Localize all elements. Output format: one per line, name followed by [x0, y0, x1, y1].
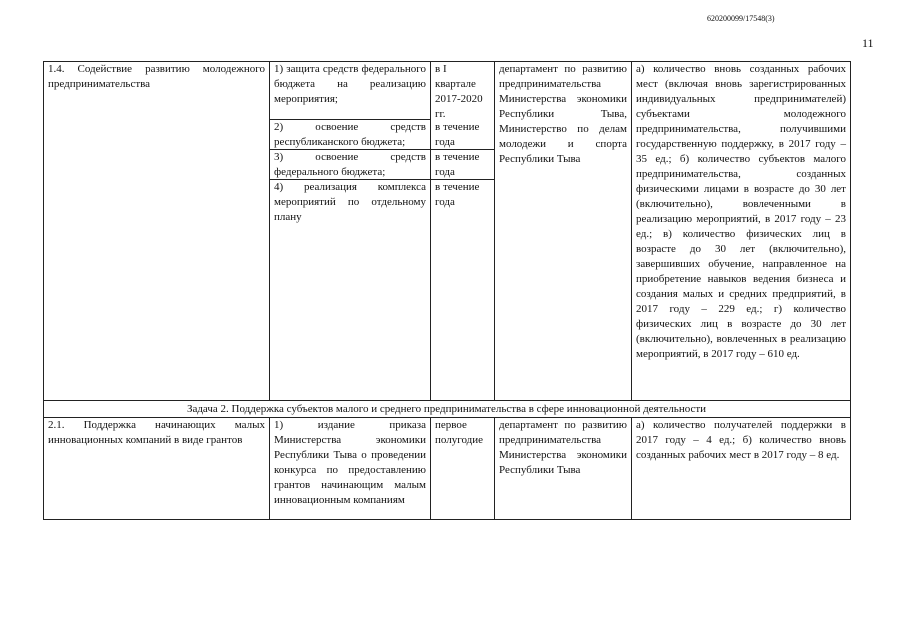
responsible-1-4: департамент по развитию предпринимательства Министерства экономики Республики Тыва, Министерство по делам молодежи и спорта Республики Тыва — [499, 63, 627, 165]
indicators-2-1: а) количество получателей поддержки в 2017 году – 4 ед.; б) количество вновь созданных рабочих мест в 2017 году – 8 ед. — [636, 419, 846, 461]
term-1-4-2: в течение года — [435, 121, 480, 148]
page-number: 11 — [862, 36, 874, 50]
measure-name-1-4: 1.4. Содействие развитию молодежного предпринимательства — [48, 63, 265, 90]
document-id: 620200099/17548(3) — [707, 14, 775, 23]
indicators-1-4: а) количество вновь созданных рабочих мест (включая вновь зарегистрированных индивидуальных предпринимателей) субъектами молодежного предпринимательства, получившими государственную поддержку, в 2017 году – 35 ед.; б) количество субъектов малого предпринимательства, созданных физическими лицами в возрасте до 30 лет (включительно), вовлеченными в реализацию мероприятий, в 2017 году – 23 ед.; в) количество физических лиц в возрасте до 30 лет (включительно), завершивших обучение, направленное на приобретение навыков ведения бизнеса и создания малых и средних предприятий, в 2017 году – 229 ед.; г) количество физических лиц в возрасте до 30 лет (включительно), вовлеченных в реализацию мероприятий, в 2017 году – 610 ед. — [636, 63, 846, 360]
action-1-4-1: 1) защита средств федерального бюджета на реализацию мероприятия; — [274, 63, 426, 105]
table-border-bottom — [43, 519, 850, 520]
task-2-heading: Задача 2. Поддержка субъектов малого и среднего предпринимательства в сфере инновационной деятельности — [186, 403, 707, 415]
table-border-right — [850, 61, 851, 520]
term-2-1-1: первое полугодие — [435, 419, 484, 446]
measure-name-2-1: 2.1. Поддержка начинающих малых инновационных компаний в виде грантов — [48, 419, 265, 446]
action-2-1-1: 1) издание приказа Министерства экономики Республики Тыва о проведении конкурса по предоставлению грантов начинающим малым инновационным компаниям — [274, 419, 426, 506]
row-divider — [43, 400, 850, 401]
term-1-4-4: в течение года — [435, 181, 480, 208]
responsible-2-1: департамент по развитию предпринимательства Министерства экономики Республики Тыва — [499, 419, 627, 476]
action-1-4-4: 4) реализация комплекса мероприятий по отдельному плану — [274, 181, 426, 223]
action-1-4-3: 3) освоение средств федерального бюджета; — [274, 151, 426, 178]
term-1-4-3: в течение года — [435, 151, 480, 178]
action-1-4-2: 2) освоение средств республиканского бюджета; — [274, 121, 426, 148]
term-1-4-1: в I квартале 2017-2020 гг. — [435, 63, 483, 120]
